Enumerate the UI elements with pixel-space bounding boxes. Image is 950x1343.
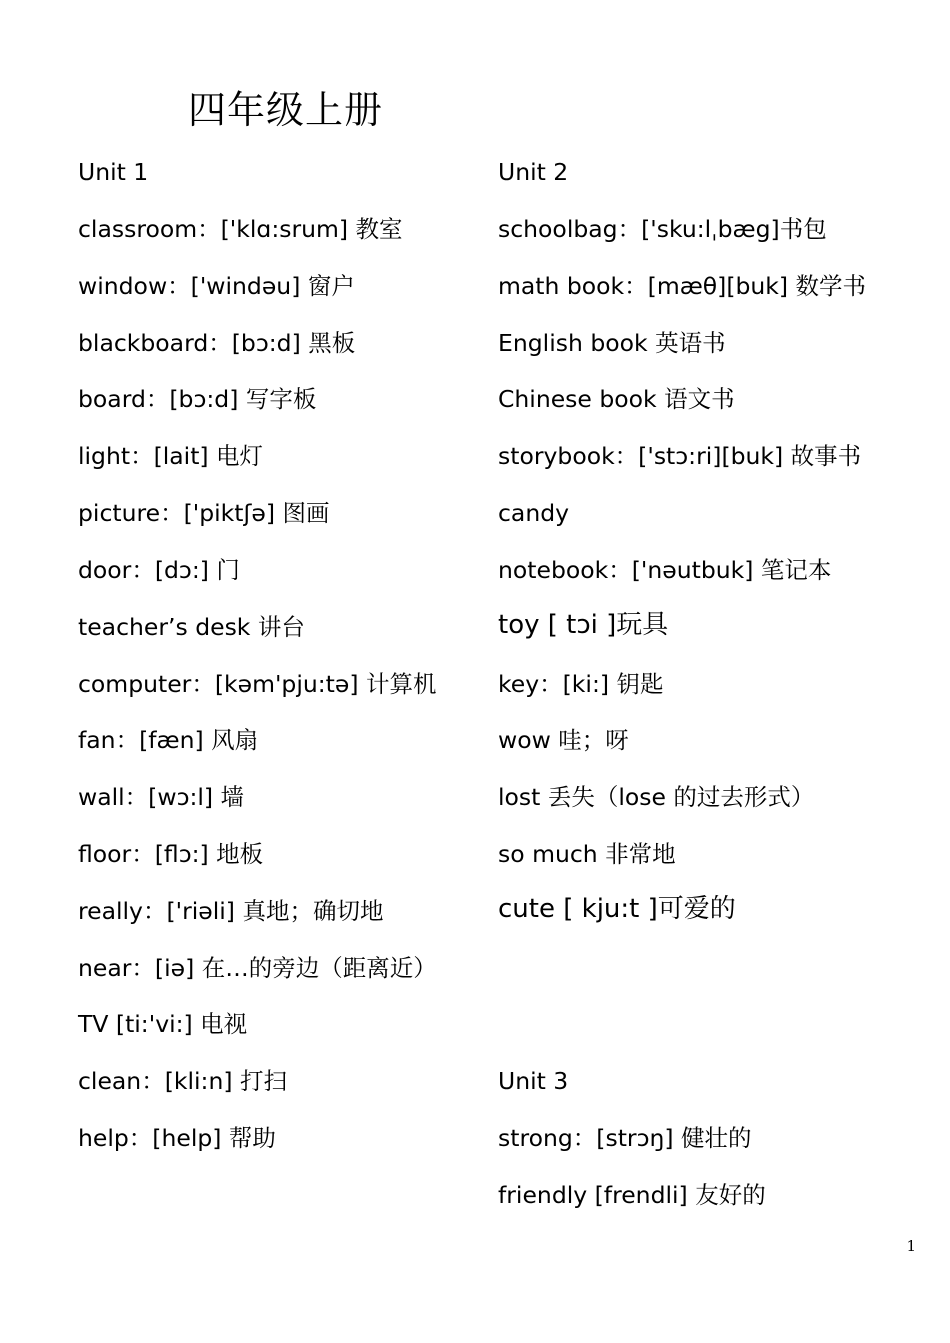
vocab-entry: fan：[fæn] 风扇 — [78, 726, 259, 754]
vocab-entry: Chinese book 语文书 — [498, 385, 735, 413]
page-title: 四年级上册 — [188, 88, 384, 132]
vocab-entry: window：['windəu] 窗户 — [78, 272, 355, 300]
vocab-entry: near：[iə] 在…的旁边（距离近） — [78, 954, 437, 982]
vocab-entry: notebook：['nəutbuk] 笔记本 — [498, 556, 832, 584]
vocab-entry: really：['riəli] 真地；确切地 — [78, 897, 384, 925]
vocab-entry: wall：[wɔ:l] 墙 — [78, 783, 245, 811]
vocab-entry: classroom：['klɑ:srum] 教室 — [78, 215, 403, 243]
vocab-entry: schoolbag：['sku:lˌbæg]书包 — [498, 215, 827, 243]
vocab-entry: light：[lait] 电灯 — [78, 442, 264, 470]
vocab-entry: computer：[kəm'pju:tə] 计算机 — [78, 670, 437, 698]
vocab-entry: teacher’s desk 讲台 — [78, 613, 305, 641]
vocab-entry: blackboard：[bɔ:d] 黑板 — [78, 329, 356, 357]
vocab-entry: wow 哇；呀 — [498, 726, 629, 754]
vocab-entry: math book：[mæθ][buk] 数学书 — [498, 272, 867, 300]
unit-heading: Unit 3 — [498, 1067, 569, 1095]
page-number: 1 — [906, 1237, 916, 1255]
vocab-entry: help：[help] 帮助 — [78, 1124, 276, 1152]
vocab-entry: clean：[kli:n] 打扫 — [78, 1067, 287, 1095]
vocab-entry: candy — [498, 499, 570, 527]
vocab-entry: toy [ tɔi ]玩具 — [498, 610, 669, 640]
vocab-entry: friendly [frendli] 友好的 — [498, 1181, 766, 1209]
vocab-entry: picture：['piktʃə] 图画 — [78, 499, 330, 527]
vocab-entry: so much 非常地 — [498, 840, 676, 868]
vocab-entry: board：[bɔ:d] 写字板 — [78, 385, 317, 413]
unit-heading: Unit 1 — [78, 158, 149, 186]
unit-heading: Unit 2 — [498, 158, 569, 186]
vocab-entry: English book 英语书 — [498, 329, 726, 357]
vocab-entry: lost 丢失（lose 的过去形式） — [498, 783, 815, 811]
vocab-entry: key：[ki:] 钥匙 — [498, 670, 664, 698]
vocab-entry: storybook：['stɔ:ri][buk] 故事书 — [498, 442, 862, 470]
vocab-entry: cute [ kju:t ]可爱的 — [498, 894, 736, 924]
vocab-entry: TV [ti:'vi:] 电视 — [78, 1010, 248, 1038]
vocab-entry: door：[dɔ:] 门 — [78, 556, 240, 584]
vocab-entry: strong：[strɔŋ] 健壮的 — [498, 1124, 752, 1152]
vocab-entry: floor：[flɔ:] 地板 — [78, 840, 264, 868]
